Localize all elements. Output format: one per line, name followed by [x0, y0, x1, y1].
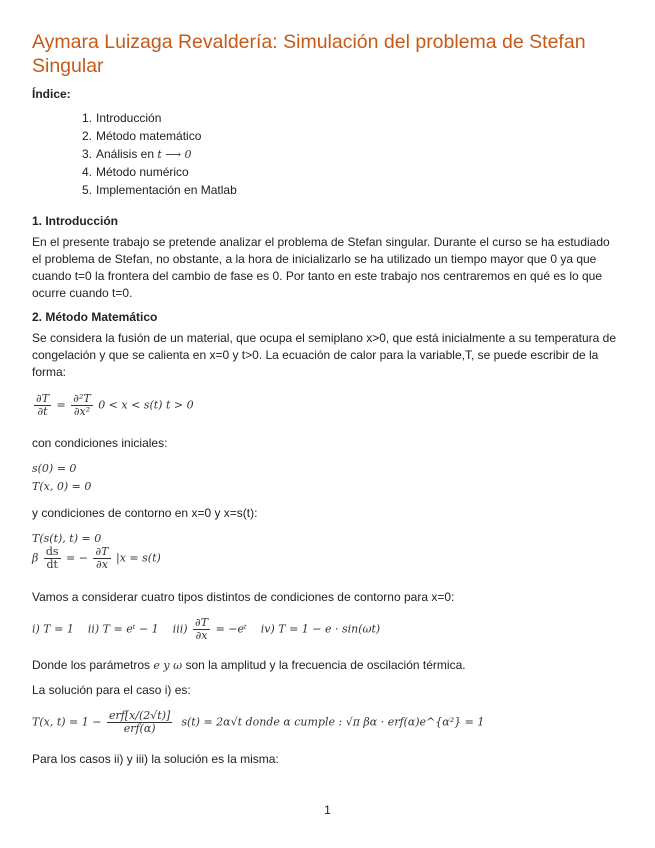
section1-text: En el presente trabajo se pretende analizar el problema de Stefan singular. Durante el curso se ha estudiado el problema de Stefan, no obstante, a la hora de inicializarlo se ha utilizado un tiempo mayor que 0 ya que cuando t=0 la frontera del cambio de fase es 0. Por tanto en este trabajo nos centraremos en qué es lo que ocurre cuando t=0.	[32, 235, 610, 300]
boundary-condition-2: β $\frac{ds}{dt}$ = − $\frac{\partial T}{\partial x}$ |x = s(t)	[32, 545, 161, 571]
toc-item-introduccion[interactable]: 1. Introducción	[81, 111, 162, 125]
section1-heading: 1. Introducción	[32, 214, 119, 228]
toc-item-label: Método matemático	[96, 129, 202, 143]
initial-condition-2: T(x, 0) = 0	[32, 480, 92, 493]
toc-item-implementacion[interactable]: 5. Implementación en Matlab	[81, 183, 237, 197]
index-heading: Índice:	[32, 87, 71, 101]
toc-item-math: t ⟶ 0	[157, 148, 192, 161]
solution-equation: T(x, t) = 1 − $\frac{\text{erf[x/(2√t)]}}{\text{erf(α)}}$ s(t) = 2α√t donde α cumple : √π βα · erf(α)e^{α²} = 1	[32, 709, 485, 735]
toc-item-label: Implementación en Matlab	[96, 183, 237, 197]
toc-item-label: Introducción	[96, 111, 162, 125]
boundary-condition-1: T(s(t), t) = 0	[32, 532, 102, 545]
page-title: Aymara Luizaga Revaldería: Simulación del problema de Stefan Singular	[32, 31, 586, 77]
cases-same-text: Para los casos ii) y iii) la solución es la misma:	[32, 752, 279, 766]
parameters-text: Donde los parámetros e y ω son la amplitud y la frecuencia de oscilación térmica.	[32, 658, 466, 672]
toc-item-metodo-matematico[interactable]: 2. Método matemático	[81, 129, 202, 143]
solution-intro: La solución para el caso i) es:	[32, 683, 191, 697]
toc-item-metodo-numerico[interactable]: 4. Método numérico	[81, 165, 189, 179]
heat-equation: $\frac{\partial T}{\partial t}$ = $\frac{\text{∂²T}}{\text{∂x²}}$ 0 < x < s(t) t > 0	[36, 392, 194, 418]
boundary-conditions-intro: y condiciones de contorno en x=0 y x=s(t):	[32, 506, 258, 520]
toc-item-analisis[interactable]: 3. Análisis en t ⟶ 0	[81, 147, 192, 161]
table-of-contents	[32, 109, 237, 199]
initial-conditions-intro: con condiciones iniciales:	[32, 436, 168, 450]
section2-text: Se considera la fusión de un material, que ocupa el semiplano x>0, que está inicialmente a su temperatura de congelación y que se calienta en x=0 y t>0. La ecuación de calor para la variable,T, se puede escribir de la forma:	[32, 331, 617, 379]
section2-heading: 2. Método Matemático	[32, 310, 158, 324]
toc-item-label: Método numérico	[96, 165, 189, 179]
boundary-cases: i) T = 1 ii) T = eᵗ − 1 iii) $\frac{\partial T}{\partial x}$ = −eᵗ iv) T = 1 − e · sin(ωt)	[32, 616, 381, 642]
toc-item-label: Análisis en	[96, 147, 155, 161]
initial-condition-1: s(0) = 0	[32, 462, 77, 475]
four-conditions-intro: Vamos a considerar cuatro tipos distintos de condiciones de contorno para x=0:	[32, 590, 455, 604]
page-number: 1	[324, 803, 331, 817]
